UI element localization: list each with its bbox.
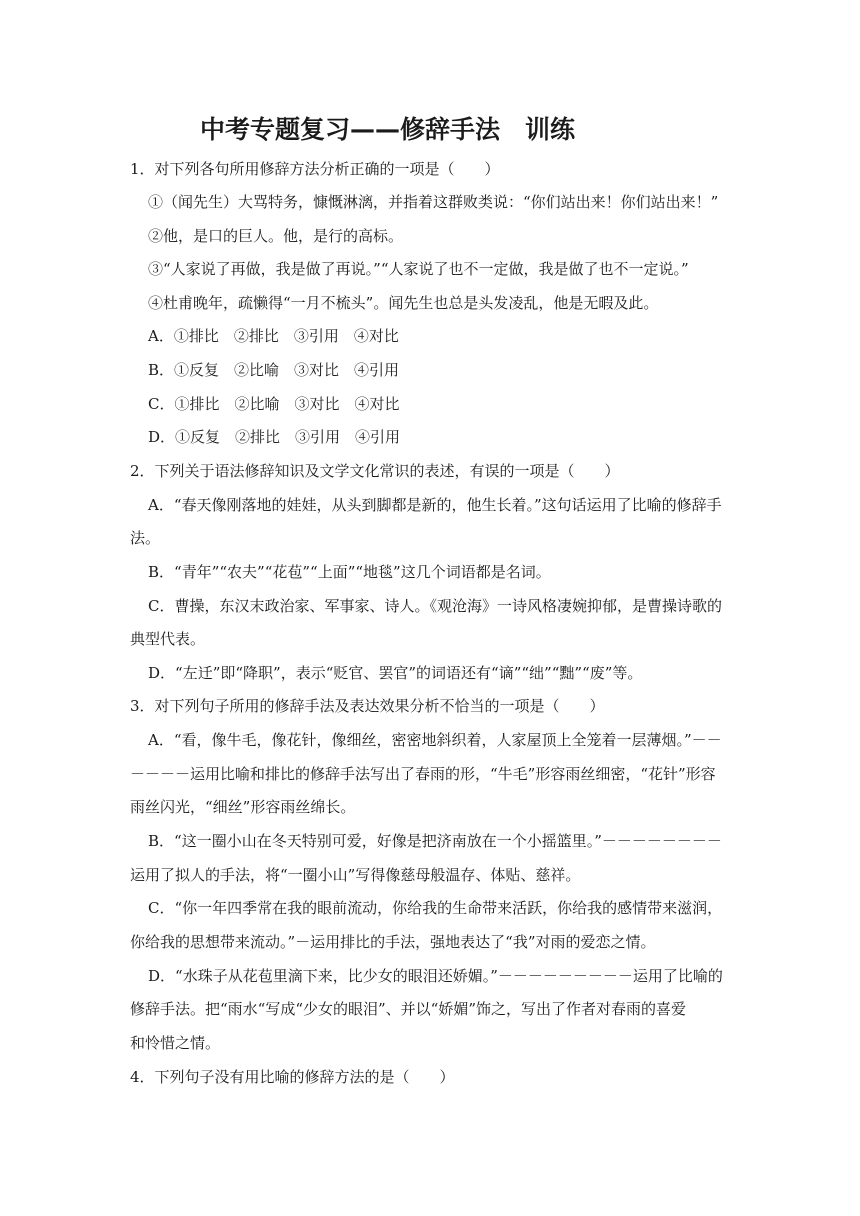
question-3-option-d: D．“水珠子从花苞里滴下来，比少女的眼泪还娇媚。”－－－－－－－－－运用了比喻的 [148, 967, 723, 985]
question-4-stem: 4．下列句子没有用比喻的修辞方法的是（ ） [130, 1068, 455, 1086]
question-3-option-b-cont: 运用了拟人的手法，将“一圈小山”写得像慈母般温存、体贴、慈祥。 [130, 866, 581, 884]
question-1-sentence-1: ①（闻先生）大骂特务，慷慨淋漓，并指着这群败类说：“你们站出来！你们站出来！” [148, 193, 719, 211]
question-3-option-d-cont-2: 和怜惜之情。 [130, 1034, 221, 1052]
question-3-option-d-cont-1: 修辞手法。把“雨水“写成“少女的眼泪”、并以“娇媚”饰之，写出了作者对春雨的喜爱 [130, 1000, 687, 1018]
question-2-option-b: B．“青年”“农夫”“花苞”“上面”“地毯”这几个词语都是名词。 [148, 563, 551, 581]
question-1-option-d: D．①反复 ②排比 ③引用 ④引用 [148, 428, 401, 446]
question-1-stem: 1．对下列各句所用修辞方法分析正确的一项是（ ） [130, 160, 500, 178]
question-1-option-a: A．①排比 ②排比 ③引用 ④对比 [148, 327, 399, 345]
question-3-option-a-cont-1: －－－－运用比喻和排比的修辞手法写出了春雨的形，“牛毛”形容雨丝细密，“花针”形容 [130, 765, 716, 783]
question-3-option-b: B．“这一圈小山在冬天特别可爱，好像是把济南放在一个小摇篮里。”－－－－－－－－ [148, 832, 722, 850]
question-1-sentence-2: ②他，是口的巨人。他，是行的高标。 [148, 227, 404, 245]
question-2-option-a-cont: 法。 [130, 529, 161, 547]
question-2-option-d: D．“左迁”即“降职”，表示“贬官、罢官”的词语还有“谪”“绌”“黜”“废”等。 [148, 664, 643, 682]
question-1-sentence-4: ④杜甫晚年，疏懒得“一月不梳头”。闻先生也总是头发凌乱，他是无暇及此。 [148, 294, 659, 312]
question-2-option-c-cont: 典型代表。 [130, 630, 206, 648]
question-2-option-a: A．“春天像刚落地的娃娃，从头到脚都是新的，他生长着。”这句话运用了比喻的修辞手 [148, 496, 722, 514]
question-1-option-c: C．①排比 ②比喻 ③对比 ④对比 [148, 395, 400, 413]
question-3-option-a: A．“看，像牛毛，像花针，像细丝，密密地斜织着，人家屋顶上全笼着一层薄烟。”－－ [148, 731, 722, 749]
question-2-stem: 2．下列关于语法修辞知识及文学文化常识的表述，有误的一项是（ ） [130, 462, 620, 480]
page-title: 中考专题复习——修辞手法 训练 [200, 115, 576, 144]
question-3-stem: 3．对下列句子所用的修辞手法及表达效果分析不恰当的一项是（ ） [130, 697, 605, 715]
question-3-option-a-cont-2: 雨丝闪光，“细丝”形容雨丝绵长。 [130, 798, 356, 816]
question-3-option-c-cont: 你给我的思想带来流动。”－运用排比的手法，强地表达了“我”对雨的爱恋之情。 [130, 933, 656, 951]
question-1-sentence-3: ③“人家说了再做，我是做了再说。”“人家说了也不一定做，我是做了也不一定说。” [148, 260, 689, 278]
question-2-option-c: C．曹操，东汉末政治家、军事家、诗人。《观沧海》一诗风格凄婉抑郁，是曹操诗歌的 [148, 597, 722, 615]
question-1-option-b: B．①反复 ②比喻 ③对比 ④引用 [148, 361, 400, 379]
question-3-option-c: C．“你一年四季常在我的眼前流动，你给我的生命带来活跃，你给我的感情带来滋润， [148, 899, 723, 917]
